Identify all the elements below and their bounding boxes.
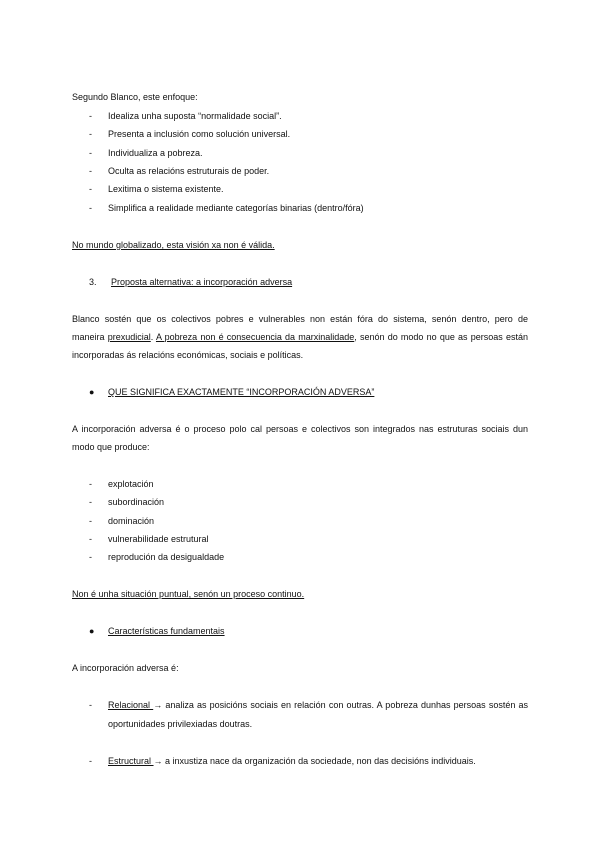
text-run: , senón do modo no que as persoas están — [354, 332, 528, 342]
feature-description: → a inxustiza nace da organización da sociedade, non das decisións individuais. — [153, 756, 476, 766]
question-title: QUE SIGNIFICA EXACTAMENTE “INCORPORACIÓN ADVERSA” — [108, 387, 375, 397]
paragraph-line: modo que produce: — [72, 442, 150, 452]
text-run: . — [150, 332, 156, 342]
intro-text: Segundo Blanco, este enfoque: — [72, 92, 198, 102]
section-number: 3. — [89, 277, 97, 287]
list-item: explotación — [108, 479, 154, 489]
feature-line — [108, 757, 476, 766]
section-title: Proposta alternativa: a incorporación adversa — [111, 277, 293, 287]
feature-line: oportunidades privilexiadas doutras. — [108, 719, 253, 729]
feature-description: → analiza as posicións sociais en relación con outras. A pobreza dunhas persoas sostén as — [153, 700, 529, 710]
list-bullet: - — [89, 534, 92, 544]
list-item: Individualiza a pobreza. — [108, 148, 203, 158]
list-item: Lexitima o sistema existente. — [108, 184, 224, 194]
list-bullet: - — [89, 184, 92, 194]
paragraph-line — [72, 333, 528, 342]
paragraph-line: A incorporación adversa é o proceso polo cal persoas e colectivos son integrados nas estruturas sociais dun — [72, 424, 528, 434]
list-bullet: - — [89, 516, 92, 526]
list-item: dominación — [108, 516, 155, 526]
underlined-term: prexudicial — [107, 332, 151, 342]
list-item: vulnerabilidade estrutural — [108, 534, 209, 544]
list-bullet: - — [89, 479, 92, 489]
feature-term: Estructural — [108, 756, 154, 766]
list-bullet: - — [89, 129, 92, 139]
conclusion-globalized: No mundo globalizado, esta visión xa non é válida. — [72, 240, 275, 250]
list-bullet: - — [89, 700, 92, 710]
list-bullet: - — [89, 111, 92, 121]
list-bullet: - — [89, 203, 92, 213]
feature-line — [108, 701, 528, 710]
underlined-phrase: A pobreza non é consecuencia da marxinalidade — [155, 332, 355, 342]
list-item: subordinación — [108, 497, 165, 507]
list-item: Idealiza unha suposta “normalidade social”. — [108, 111, 282, 121]
list-item: Simplifica a realidade mediante categorías binarias (dentro/fóra) — [108, 203, 364, 213]
bullet-dot: ● — [89, 626, 95, 636]
list-bullet: - — [89, 756, 92, 766]
list-bullet: - — [89, 497, 92, 507]
paragraph-line: Blanco sostén que os colectivos pobres e vulnerables non están fóra do sistema, senón dentro, pero de — [72, 314, 528, 324]
features-intro: A incorporación adversa é: — [72, 663, 179, 673]
features-title: Características fundamentais — [108, 626, 225, 636]
text-run: maneira — [72, 332, 108, 342]
list-bullet: - — [89, 166, 92, 176]
list-item: Oculta as relacións estruturais de poder. — [108, 166, 270, 176]
feature-term: Relacional — [108, 700, 154, 710]
list-item: reprodución da desigualdade — [108, 552, 225, 562]
list-bullet: - — [89, 148, 92, 158]
bullet-dot: ● — [89, 387, 95, 397]
list-item: Presenta a inclusión como solución universal. — [108, 129, 291, 139]
paragraph-line: incorporadas ás relacións económicas, sociais e políticas. — [72, 350, 304, 360]
list-bullet: - — [89, 552, 92, 562]
conclusion-process: Non é unha situación puntual, senón un proceso continuo. — [72, 589, 305, 599]
